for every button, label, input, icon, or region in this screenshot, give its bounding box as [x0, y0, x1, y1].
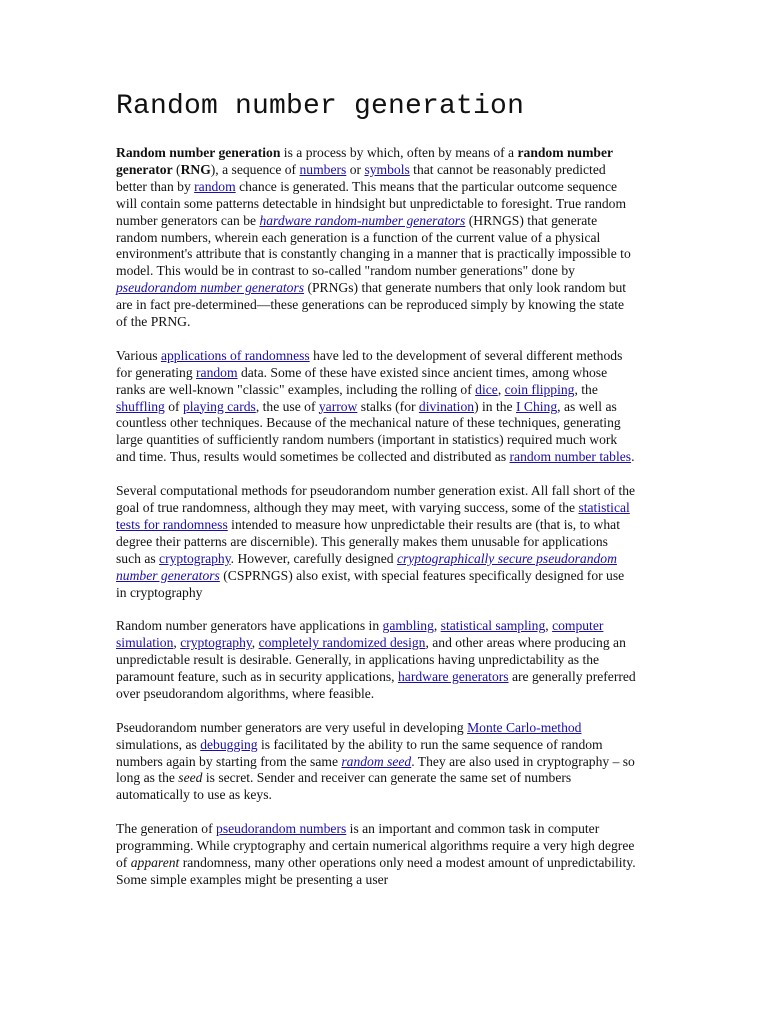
paragraph — [116, 618, 636, 703]
paragraph — [116, 720, 636, 805]
bold-term: RNG — [180, 161, 211, 177]
text-run: , the — [574, 381, 598, 397]
text-run: . They are also used in cryptography – so long as the — [116, 753, 635, 786]
inline-link[interactable]: numbers — [299, 161, 347, 177]
inline-link[interactable]: dice — [475, 381, 498, 397]
text-run: Pseudorandom number generators are very useful in developing — [116, 719, 468, 735]
text-run: intended to measure how unpredictable their results are (that is, to what degree their patterns are discernible). This generally makes them unusable for applications such as — [116, 516, 620, 566]
bold-term: random number generator — [116, 145, 613, 177]
text-run: are generally preferred over pseudorandom algorithms, where feasible. — [116, 669, 636, 701]
inline-link[interactable]: random — [194, 178, 236, 194]
text-run: Random number generators have applications in — [116, 618, 383, 634]
inline-link[interactable]: statistical tests for randomness — [116, 500, 630, 532]
article-body — [116, 90, 636, 906]
text-run: data. Some of these have existed since ancient times, among whose ranks are well-known "classic" examples, including the rolling of — [116, 364, 608, 397]
text-run: chance is generated. This means that the particular outcome sequence will contain some patterns detectable in hindsight but unpredictable to foresight. True random number generators can be — [116, 178, 627, 228]
text-run: , the use of — [255, 398, 319, 414]
text-run: . — [631, 449, 635, 465]
text-run: , — [497, 381, 505, 397]
text-run: Various — [116, 347, 161, 363]
inline-link[interactable]: hardware random-number generators — [259, 212, 466, 228]
inline-link[interactable]: applications of randomness — [160, 347, 310, 363]
inline-link[interactable]: gambling — [382, 618, 434, 634]
text-run: (PRNGs) that generate numbers that only look random but are in fact pre-determined—these generations can be reproduced simply by knowing the state of the PRNG. — [116, 280, 627, 330]
inline-link[interactable]: random number tables — [509, 449, 632, 465]
text-run: or — [346, 161, 365, 177]
inline-link[interactable]: random — [196, 364, 238, 380]
text-run: The generation of — [116, 821, 217, 837]
text-run: , — [545, 618, 553, 634]
text-run: is secret. Sender and receiver can generate the same set of numbers automatically to use as keys. — [116, 770, 572, 803]
page-title: Random number generation — [116, 91, 525, 122]
text-run: Several computational methods for pseudorandom number generation exist. All fall short of the goal of true randomness, although they may meet, with varying success, some of the — [116, 483, 636, 515]
inline-link[interactable]: yarrow — [318, 398, 358, 414]
text-run: have led to the development of several different methods for generating — [116, 347, 623, 380]
inline-link[interactable]: symbols — [364, 161, 410, 177]
paragraph-list — [116, 145, 636, 889]
inline-link[interactable]: computer simulation — [116, 618, 604, 651]
inline-link[interactable]: statistical sampling — [440, 618, 546, 634]
text-run: , — [251, 635, 259, 651]
text-run: ) in the — [474, 398, 516, 414]
text-run: is a process by which, often by means of a — [280, 145, 518, 160]
text-run: , as well as countless other techniques. Because of the mechanical nature of these techniques, generating large quantities of sufficiently random numbers (important in statistics) required much work and time. Thus, results would sometimes be collected and distributed as — [116, 398, 621, 465]
text-run: of — [164, 398, 183, 414]
text-run: ( — [172, 161, 181, 177]
inline-link[interactable]: pseudorandom numbers — [216, 821, 347, 837]
paragraph — [116, 145, 636, 331]
italic-term: seed — [178, 770, 203, 786]
inline-link[interactable]: playing cards — [182, 398, 256, 414]
text-run: , — [173, 635, 181, 651]
inline-link[interactable]: divination — [418, 398, 475, 414]
bold-term: Random number generation — [116, 145, 281, 160]
inline-link[interactable]: hardware generators — [397, 669, 509, 685]
inline-link[interactable]: I Ching — [515, 398, 558, 414]
text-run: . However, carefully designed — [230, 550, 397, 566]
inline-link[interactable]: cryptography — [180, 635, 252, 651]
inline-link[interactable]: completely randomized design — [258, 635, 426, 651]
text-run: , and other areas where producing an unpredictable result is desirable. Generally, in applications having unpredictability as the paramount feature, such as in security applications, — [116, 635, 626, 685]
text-run: , — [433, 618, 441, 634]
text-run: is facilitated by the ability to run the same sequence of random numbers again by starting from the same — [116, 736, 603, 769]
inline-link[interactable]: cryptography — [159, 550, 231, 566]
text-run: is an important and common task in computer programming. While cryptography and certain numerical algorithms require a very high degree of — [116, 821, 635, 870]
paragraph — [116, 821, 636, 889]
inline-link[interactable]: coin flipping — [504, 381, 575, 397]
text-run: stalks (for — [357, 398, 419, 414]
inline-link[interactable]: Monte Carlo-method — [467, 719, 582, 735]
text-run: (CSPRNGS) also exist, with special features specifically designed for use in cryptography — [116, 567, 625, 600]
text-run: (HRNGS) that generate random numbers, wherein each generation is a function of the current value of a physical environment's attribute that is constantly changing in a manner that is practically impossible to model. This would be in contrast to so-called "random number generations" done by — [116, 212, 631, 279]
paragraph — [116, 483, 636, 601]
text-run: that cannot be reasonably predicted better than by — [116, 161, 606, 194]
inline-link[interactable]: debugging — [200, 736, 258, 752]
text-run: simulations, as — [116, 736, 201, 752]
inline-link[interactable]: pseudorandom number generators — [116, 280, 305, 296]
inline-link[interactable]: cryptographically secure pseudorandom number generators — [116, 550, 617, 583]
paragraph — [116, 348, 636, 466]
text-run: randomness, many other operations only need a modest amount of unpredictability. Some simple examples might be presenting a user — [116, 854, 636, 887]
text-run: ), a sequence of — [210, 161, 300, 177]
inline-link[interactable]: shuffling — [116, 398, 165, 414]
inline-link[interactable]: random seed — [341, 753, 412, 769]
italic-term: apparent — [130, 854, 180, 870]
